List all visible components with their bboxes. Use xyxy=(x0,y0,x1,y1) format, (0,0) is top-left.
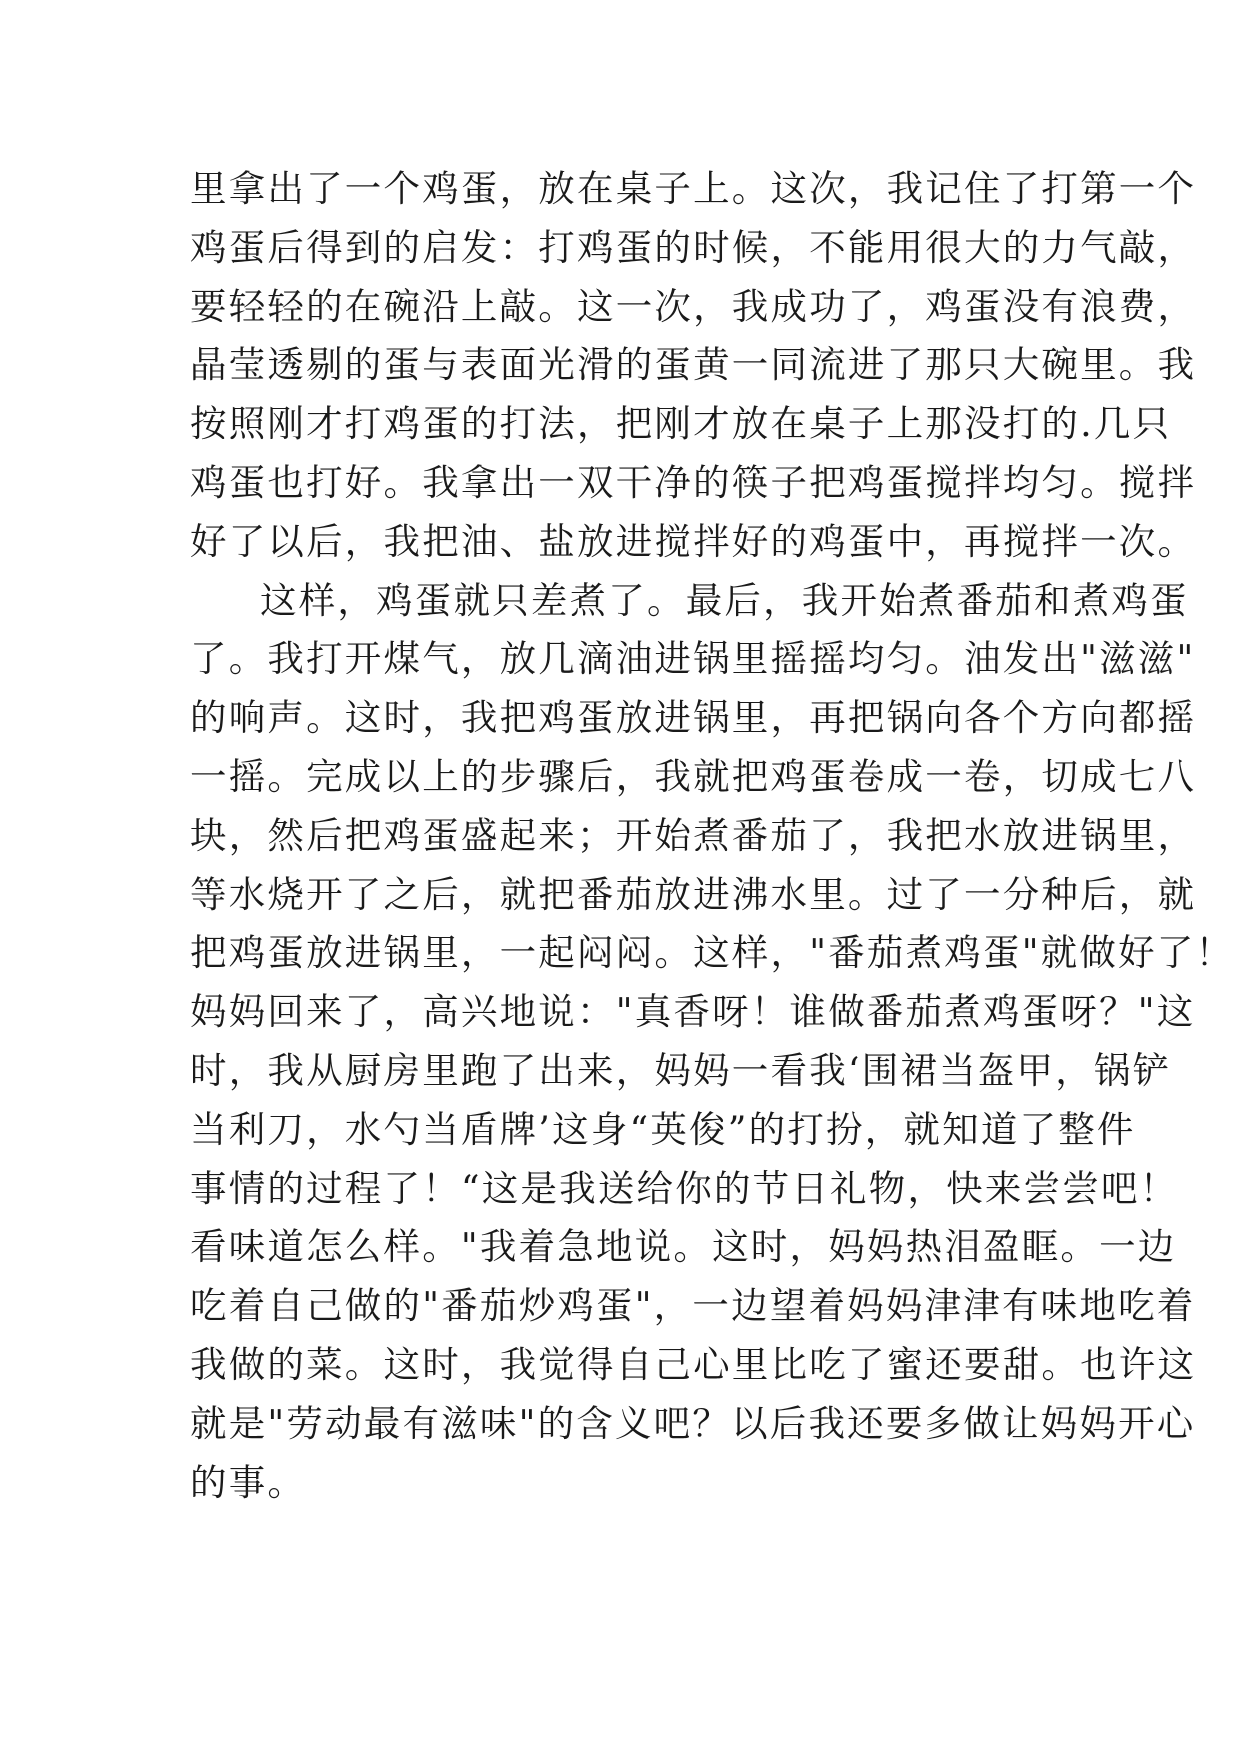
text-line: 晶莹透剔的蛋与表面光滑的蛋黄一同流进了那只大碗里。我 xyxy=(190,343,1197,387)
text-line: 鸡蛋也打好。我拿出一双干净的筷子把鸡蛋搅拌均匀。搅拌 xyxy=(190,460,1197,504)
text-line: 吃着自己做的"番茄炒鸡蛋"，一边望着妈妈津津有味地吃着 xyxy=(190,1284,1196,1328)
text-line: 妈妈回来了，高兴地说："真香呀！谁做番茄煮鸡蛋呀？"这 xyxy=(190,990,1196,1034)
paragraph-start-line: 这样，鸡蛋就只差煮了。最后，我开始煮番茄和煮鸡蛋 xyxy=(260,578,1189,622)
text-line: 时，我从厨房里跑了出来，妈妈一看我‘围裙当盔甲，锅铲 xyxy=(190,1048,1172,1092)
text-line: 的响声。这时，我把鸡蛋放进锅里，再把锅向各个方向都摇 xyxy=(190,696,1197,740)
text-line: 等水烧开了之后，就把番茄放进沸水里。过了一分种后，就 xyxy=(190,872,1197,916)
text-line: 我做的菜。这时，我觉得自己心里比吃了蜜还要甜。也许这 xyxy=(190,1342,1197,1386)
text-line: 就是"劳动最有滋味"的含义吧？以后我还要多做让妈妈开心 xyxy=(190,1401,1196,1445)
text-line: 看味道怎么样。"我着急地说。这时，妈妈热泪盈眶。一边 xyxy=(190,1225,1177,1269)
text-line: 了。我打开煤气，放几滴油进锅里摇摇均匀。油发出"滋滋" xyxy=(190,637,1196,681)
text-line: 事情的过程了！“这是我送给你的节日礼物，快来尝尝吧！ xyxy=(190,1166,1179,1210)
text-line: 里拿出了一个鸡蛋，放在桌子上。这次，我记住了打第一个 xyxy=(190,167,1197,210)
text-line: 块，然后把鸡蛋盛起来；开始煮番茄了，我把水放进锅里， xyxy=(190,813,1197,857)
essay-body xyxy=(190,160,1235,1512)
text-line: 的事。 xyxy=(190,1460,307,1504)
text-line: 好了以后，我把油、盐放进搅拌好的鸡蛋中，再搅拌一次。 xyxy=(190,519,1197,563)
text-line: 按照刚才打鸡蛋的打法，把刚才放在桌子上那没打的.几只 xyxy=(190,402,1172,446)
text-line: 把鸡蛋放进锅里，一起闷闷。这样，"番茄煮鸡蛋"就做好了！ xyxy=(190,931,1235,975)
text-line: 要轻轻的在碗沿上敲。这一次，我成功了，鸡蛋没有浪费， xyxy=(190,284,1197,328)
text-line: 一摇。完成以上的步骤后，我就把鸡蛋卷成一卷，切成七八 xyxy=(190,754,1197,798)
text-line: 鸡蛋后得到的启发：打鸡蛋的时候，不能用很大的力气敲， xyxy=(190,225,1197,269)
text-line: 当利刀，水勺当盾牌’这身“英俊”的打扮，就知道了整件 xyxy=(190,1107,1136,1151)
